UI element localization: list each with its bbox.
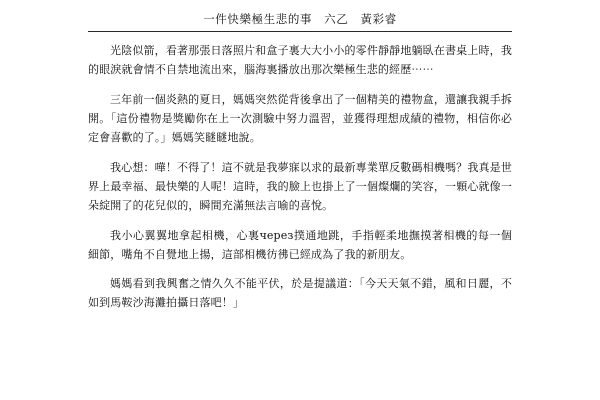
paragraph: 光陰似箭，看著那張日落照片和盒子裏大大小小的零件靜靜地躺臥在書桌上時，我的眼淚就會情不自禁地流出來，腦海裏播放出那次樂極生悲的經歷⋯⋯ (88, 44, 512, 77)
paragraph: 我小心翼翼地拿起相機，心裏через撲通地跳，手指輕柔地撫摸著相機的每一個細節，嘴角不自覺地上揚，這部相機彷彿已經成為了我的新朋友。 (88, 228, 512, 261)
paragraph: 媽媽看到我興奮之情久久不能平伏，於是提議道：「今天天氣不錯，風和日麗，不如到馬鞍沙海灘拍攝日落吧！」 (88, 277, 512, 310)
title-divider (88, 31, 512, 32)
paragraph: 三年前一個炎熱的夏日，媽媽突然從背後拿出了一個精美的禮物盒，還讓我親手拆開。「這份禮物是獎勵你在上一次測驗中努力溫習，並獲得理想成績的禮物，相信你必定會喜歡的了。」媽媽笑瞇瞇地說。 (88, 93, 512, 145)
paragraph: 我心想：嘩！不得了！這不就是我夢寐以求的最新專業單反數碼相機嗎？我真是世界上最幸福、最快樂的人呢！這時，我的臉上也掛上了一個燦爛的笑容，一顆心就像一朵綻開了的花兒似的，瞬間充滿無法言喻的喜悅。 (88, 160, 512, 212)
document-body (88, 42, 512, 313)
page-title: 一件快樂極生悲的事 六乙 黃彩睿 (203, 12, 397, 26)
